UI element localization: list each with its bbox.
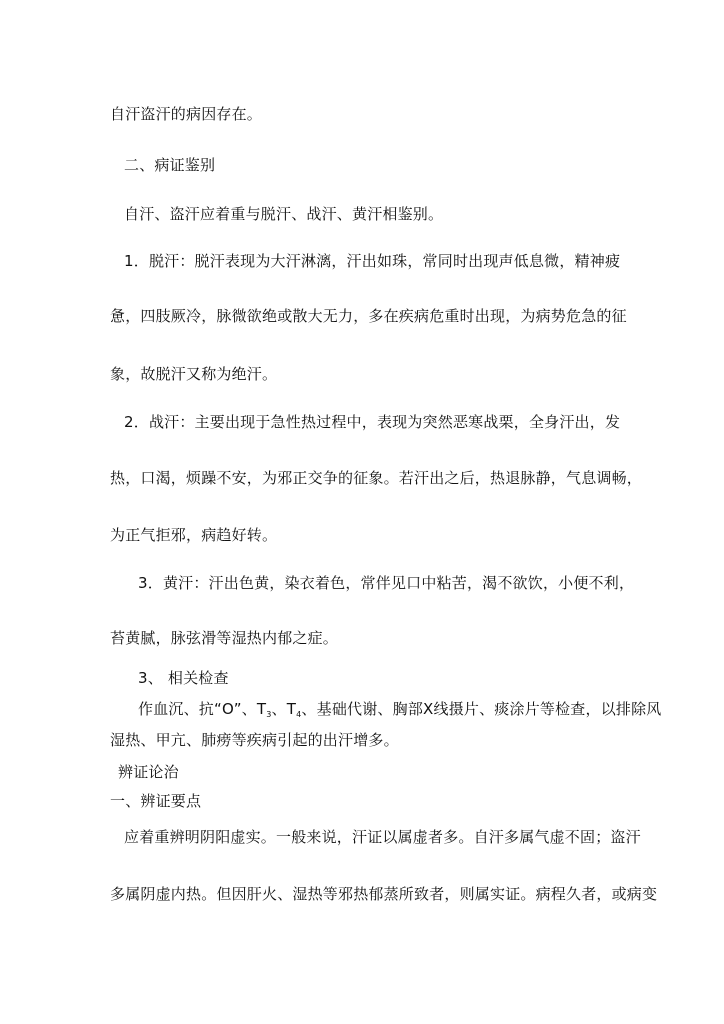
text-segment: 作血沉、抗“O”、T (138, 700, 267, 718)
text-segment: 、基础代谢、胸部X线摄片、痰涂片等检查，以排除风 (301, 700, 662, 718)
text-line: 2．战汗：主要出现于急性热过程中，表现为突然恶寒战栗，全身汗出，发 (124, 413, 621, 431)
subscript: 3 (266, 710, 272, 719)
text-line: 应着重辨明阴阳虚实。一般来说，汗证以属虚者多。自汗多属气虚不固；盗汗 (124, 828, 641, 846)
text-line: 1．脱汗：脱汗表现为大汗淋漓，汗出如珠，常同时出现声低息微，精神疲 (124, 252, 621, 270)
text-line: 3．黄汗：汗出色黄，染衣着色，常伴见口中粘苦，渴不欲饮，小便不利， (138, 574, 635, 592)
section-heading: 一、辨证要点 (110, 792, 202, 810)
text-line: 象，故脱汗又称为绝汗。 (110, 365, 278, 383)
text-line: 苔黄腻，脉弦滑等湿热内郁之症。 (110, 629, 339, 647)
text-segment: 、T (271, 700, 297, 718)
section-heading: 3、 相关检查 (138, 669, 229, 687)
subscript: 4 (296, 710, 302, 719)
text-line: 自汗盗汗的病因存在。 (110, 105, 263, 123)
section-heading: 辨证论治 (118, 763, 179, 781)
text-line: 湿热、甲亢、肺痨等疾病引起的出汗增多。 (110, 731, 399, 749)
text-line: 自汗、盗汗应着重与脱汗、战汗、黄汗相鉴别。 (124, 205, 444, 223)
text-line: 热，口渴，烦躁不安，为邪正交争的征象。若汗出之后，热退脉静，气息调畅， (110, 469, 643, 487)
text-line: 惫，四肢厥冷，脉微欲绝或散大无力，多在疾病危重时出现，为病势危急的征 (110, 307, 627, 325)
text-line (138, 698, 662, 726)
section-heading: 二、病证鉴别 (124, 156, 216, 174)
text-line: 为正气拒邪，病趋好转。 (110, 526, 278, 544)
text-line: 多属阴虚内热。但因肝火、湿热等邪热郁蒸所致者，则属实证。病程久者，或病变 (110, 885, 658, 903)
